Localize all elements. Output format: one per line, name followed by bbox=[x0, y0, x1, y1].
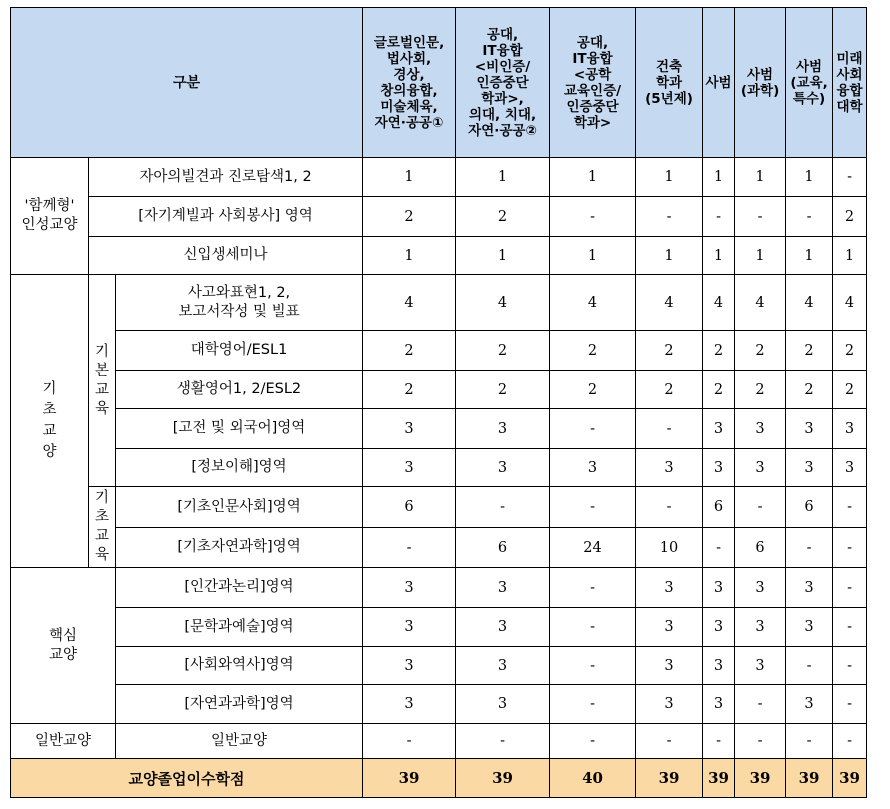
value-cell: 1 bbox=[703, 158, 735, 197]
row-label bbox=[116, 275, 363, 331]
value-cell: - bbox=[833, 158, 867, 197]
value-cell: 6 bbox=[363, 487, 456, 528]
subgroup-foundation-education bbox=[89, 487, 116, 568]
value-cell: 2 bbox=[550, 331, 636, 371]
credit-table bbox=[10, 7, 867, 798]
value-cell: 3 bbox=[456, 685, 550, 724]
total-value: 39 bbox=[735, 759, 786, 798]
value-cell: - bbox=[786, 197, 833, 237]
value-cell: 2 bbox=[363, 197, 456, 237]
table-row bbox=[11, 528, 867, 568]
value-cell: 24 bbox=[550, 528, 636, 568]
value-cell: 3 bbox=[550, 449, 636, 487]
text-line: 법사회, bbox=[386, 50, 432, 67]
value-cell: 1 bbox=[636, 237, 703, 275]
value-cell: 3 bbox=[363, 647, 456, 685]
value-cell: - bbox=[550, 647, 636, 685]
value-cell: - bbox=[550, 409, 636, 449]
row-label bbox=[116, 449, 363, 487]
text-line: [기초인문사회]영역 bbox=[177, 498, 301, 515]
value-cell: - bbox=[550, 568, 636, 608]
value-cell: 2 bbox=[735, 331, 786, 371]
value-cell: 3 bbox=[786, 608, 833, 647]
value-cell: 4 bbox=[703, 275, 735, 331]
row-label bbox=[116, 608, 363, 647]
text-line: 공대, bbox=[486, 26, 519, 43]
header-col-4 bbox=[636, 8, 703, 158]
row-label bbox=[116, 568, 363, 608]
text-line: [고전 및 외국어]영역 bbox=[172, 420, 306, 436]
total-label: 교양졸업이수학점 bbox=[11, 759, 363, 798]
value-cell: 3 bbox=[363, 685, 456, 724]
value-cell: 3 bbox=[703, 449, 735, 487]
row-label bbox=[89, 158, 363, 197]
table-row bbox=[11, 724, 867, 759]
header-col-7 bbox=[786, 8, 833, 158]
value-cell: - bbox=[833, 608, 867, 647]
text-line: [자연과과학]영역 bbox=[184, 695, 294, 712]
value-cell: 1 bbox=[456, 158, 550, 197]
text-line: 사고와표현1, 2, bbox=[187, 284, 291, 301]
value-cell: 4 bbox=[786, 275, 833, 331]
table-row bbox=[11, 371, 867, 409]
text-line: [자기계빌과 사회봉사] 영역 bbox=[138, 208, 313, 224]
text-line: IT융합 bbox=[572, 50, 613, 67]
total-value: 39 bbox=[636, 759, 703, 798]
table-row bbox=[11, 685, 867, 724]
value-cell: 3 bbox=[363, 409, 456, 449]
table-row bbox=[11, 647, 867, 685]
value-cell: 3 bbox=[833, 409, 867, 449]
header-col-1 bbox=[363, 8, 456, 158]
header-col-4-lines bbox=[636, 59, 702, 107]
row-label bbox=[116, 409, 363, 449]
total-value: 39 bbox=[786, 759, 833, 798]
value-cell: 1 bbox=[550, 237, 636, 275]
value-cell: - bbox=[456, 487, 550, 528]
table-row bbox=[11, 409, 867, 449]
value-cell: 1 bbox=[786, 158, 833, 197]
group-humanity bbox=[11, 158, 89, 275]
text-line: 자연·공공① bbox=[374, 114, 444, 131]
text-line: 생활영어1, 2/ESL2 bbox=[176, 381, 302, 397]
text-line: 사회 bbox=[836, 66, 863, 83]
value-cell: 3 bbox=[735, 568, 786, 608]
value-cell: 2 bbox=[703, 331, 735, 371]
text-line: 사범 bbox=[746, 66, 774, 83]
value-cell: 3 bbox=[636, 449, 703, 487]
text-line: IT융합 bbox=[482, 42, 523, 59]
text-line: 미술체육, bbox=[380, 98, 438, 115]
text-line: 학과> bbox=[573, 114, 612, 131]
value-cell: 1 bbox=[735, 158, 786, 197]
text-line: 인성교양 bbox=[21, 217, 78, 233]
value-cell: 3 bbox=[363, 608, 456, 647]
value-cell: 10 bbox=[636, 528, 703, 568]
text-line: 경상, bbox=[393, 66, 425, 83]
header-col-6 bbox=[735, 8, 786, 158]
value-cell: - bbox=[735, 197, 786, 237]
total-value: 39 bbox=[363, 759, 456, 798]
text-line: 교육 bbox=[94, 528, 109, 563]
value-cell: 2 bbox=[363, 331, 456, 371]
value-cell: 3 bbox=[456, 608, 550, 647]
total-value: 39 bbox=[456, 759, 550, 798]
table-row bbox=[11, 487, 867, 528]
value-cell: 2 bbox=[786, 371, 833, 409]
value-cell: 4 bbox=[833, 275, 867, 331]
header-col-1-lines bbox=[363, 35, 455, 131]
value-cell: 2 bbox=[833, 331, 867, 371]
value-cell: - bbox=[550, 685, 636, 724]
header-category: 구분 bbox=[11, 8, 363, 158]
value-cell: 3 bbox=[786, 568, 833, 608]
text-line: 교육 bbox=[94, 381, 109, 417]
value-cell: 3 bbox=[735, 647, 786, 685]
text-line: 양 bbox=[42, 444, 57, 460]
header-col-5-lines bbox=[703, 75, 734, 91]
text-line: <공학 bbox=[573, 66, 612, 83]
text-line: 인증중단 bbox=[476, 74, 529, 91]
total-value: 40 bbox=[550, 759, 636, 798]
value-cell: 2 bbox=[703, 371, 735, 409]
value-cell: 3 bbox=[636, 568, 703, 608]
value-cell: 2 bbox=[550, 371, 636, 409]
row-label bbox=[116, 685, 363, 724]
value-cell: - bbox=[735, 487, 786, 528]
value-cell: 3 bbox=[735, 608, 786, 647]
total-value: 39 bbox=[703, 759, 735, 798]
text-line: 초 bbox=[42, 402, 57, 418]
value-cell: 2 bbox=[363, 371, 456, 409]
value-cell: 3 bbox=[786, 449, 833, 487]
value-cell: - bbox=[363, 528, 456, 568]
group-core-liberal bbox=[11, 568, 116, 724]
text-line: <비인증/ bbox=[474, 58, 531, 75]
text-line: [기초자연과학]영역 bbox=[177, 539, 301, 555]
text-line: 교양 bbox=[48, 646, 77, 663]
value-cell: - bbox=[833, 568, 867, 608]
value-cell: - bbox=[833, 487, 867, 528]
value-cell: 2 bbox=[636, 331, 703, 371]
row-label bbox=[116, 528, 363, 568]
row-label bbox=[116, 487, 363, 528]
text-line: 교 bbox=[42, 423, 57, 439]
value-cell: 3 bbox=[636, 608, 703, 647]
row-label bbox=[116, 331, 363, 371]
value-cell: - bbox=[786, 724, 833, 759]
value-cell: - bbox=[636, 724, 703, 759]
text-line: 핵심 bbox=[48, 627, 77, 644]
text-line: 사범 bbox=[705, 74, 732, 91]
table-row bbox=[11, 237, 867, 275]
value-cell: 1 bbox=[786, 237, 833, 275]
value-cell: - bbox=[735, 724, 786, 759]
text-line: 공대, bbox=[576, 34, 609, 51]
value-cell: 3 bbox=[786, 685, 833, 724]
total-value: 39 bbox=[833, 759, 867, 798]
value-cell: 3 bbox=[786, 409, 833, 449]
value-cell: 1 bbox=[456, 237, 550, 275]
table-row bbox=[11, 158, 867, 197]
value-cell: 2 bbox=[735, 371, 786, 409]
value-cell: 3 bbox=[735, 449, 786, 487]
value-cell: 3 bbox=[703, 685, 735, 724]
value-cell: 3 bbox=[703, 568, 735, 608]
header-col-2 bbox=[456, 8, 550, 158]
header-col-8-lines bbox=[833, 51, 866, 115]
value-cell: - bbox=[833, 685, 867, 724]
value-cell: - bbox=[636, 409, 703, 449]
value-cell: 6 bbox=[786, 487, 833, 528]
text-line: [인간과논리]영역 bbox=[184, 579, 294, 595]
text-line: (과학) bbox=[740, 82, 780, 99]
value-cell: 4 bbox=[363, 275, 456, 331]
header-col-7-lines bbox=[786, 59, 832, 107]
value-cell: 1 bbox=[550, 158, 636, 197]
table-row bbox=[11, 449, 867, 487]
value-cell: 6 bbox=[703, 487, 735, 528]
text-line: 자아의빌견과 진로탐색1, 2 bbox=[139, 168, 312, 185]
value-cell: 2 bbox=[833, 371, 867, 409]
text-line: (5년제) bbox=[645, 90, 693, 107]
value-cell: - bbox=[703, 528, 735, 568]
value-cell: 2 bbox=[833, 197, 867, 237]
table-body bbox=[11, 158, 867, 798]
value-cell: 3 bbox=[703, 647, 735, 685]
value-cell: 1 bbox=[703, 237, 735, 275]
text-line: 대학영어/ESL1 bbox=[190, 342, 288, 358]
value-cell: 3 bbox=[833, 449, 867, 487]
row-label bbox=[116, 371, 363, 409]
value-cell: - bbox=[703, 724, 735, 759]
text-line: 자연·공공② bbox=[468, 122, 537, 139]
value-cell: - bbox=[550, 197, 636, 237]
value-cell: 3 bbox=[363, 568, 456, 608]
value-cell: 2 bbox=[636, 371, 703, 409]
value-cell: 1 bbox=[833, 237, 867, 275]
text-line: 기초 bbox=[94, 490, 109, 525]
value-cell: - bbox=[636, 487, 703, 528]
value-cell: - bbox=[833, 528, 867, 568]
value-cell: 3 bbox=[456, 409, 550, 449]
row-label bbox=[89, 237, 363, 275]
text-line: 신입생세미나 bbox=[183, 247, 268, 263]
table-row bbox=[11, 331, 867, 371]
text-line: [문학과예술]영역 bbox=[184, 618, 294, 635]
table-row bbox=[11, 608, 867, 647]
row-label bbox=[116, 724, 363, 759]
value-cell: - bbox=[786, 647, 833, 685]
value-cell: - bbox=[636, 197, 703, 237]
text-line: 교육인증/ bbox=[563, 82, 622, 99]
header-col-5 bbox=[703, 8, 735, 158]
header-col-3 bbox=[550, 8, 636, 158]
text-line: 특수) bbox=[792, 90, 826, 107]
value-cell: - bbox=[833, 647, 867, 685]
value-cell: 3 bbox=[735, 409, 786, 449]
text-line: 일반교양 bbox=[211, 732, 268, 749]
value-cell: 2 bbox=[456, 197, 550, 237]
value-cell: 4 bbox=[735, 275, 786, 331]
group-basic-liberal bbox=[11, 275, 89, 568]
value-cell: 4 bbox=[550, 275, 636, 331]
value-cell: 3 bbox=[363, 449, 456, 487]
value-cell: - bbox=[550, 724, 636, 759]
header-col-2-lines bbox=[456, 27, 549, 139]
value-cell: 6 bbox=[456, 528, 550, 568]
text-line: 인증중단 bbox=[566, 98, 619, 115]
value-cell: 3 bbox=[456, 647, 550, 685]
value-cell: - bbox=[735, 685, 786, 724]
value-cell: 2 bbox=[786, 331, 833, 371]
value-cell: 3 bbox=[703, 409, 735, 449]
value-cell: 3 bbox=[636, 647, 703, 685]
subgroup-basic-education bbox=[89, 275, 116, 487]
value-cell: - bbox=[550, 608, 636, 647]
text-line: [정보이해]영역 bbox=[191, 459, 287, 475]
table-row bbox=[11, 275, 867, 331]
text-line: 기본 bbox=[94, 343, 109, 379]
text-line: 융합 bbox=[836, 82, 863, 99]
row-label bbox=[89, 197, 363, 237]
text-line: 미래 bbox=[836, 50, 863, 67]
text-line: 글로벌인문, bbox=[373, 34, 445, 51]
text-line: 기 bbox=[42, 381, 57, 397]
text-line: 창의융합, bbox=[380, 82, 438, 99]
value-cell: - bbox=[456, 724, 550, 759]
text-line: 보고서작성 및 빌표 bbox=[178, 303, 300, 320]
value-cell: 3 bbox=[456, 568, 550, 608]
header-col-3-lines bbox=[550, 35, 635, 131]
text-line: (교육, bbox=[790, 74, 828, 91]
header-col-6-lines bbox=[735, 67, 785, 99]
value-cell: - bbox=[833, 724, 867, 759]
text-line: 사범 bbox=[795, 58, 823, 75]
text-line: '함께형' bbox=[24, 198, 75, 214]
value-cell: 6 bbox=[735, 528, 786, 568]
value-cell: 1 bbox=[636, 158, 703, 197]
row-label bbox=[116, 647, 363, 685]
value-cell: 1 bbox=[363, 237, 456, 275]
value-cell: 4 bbox=[456, 275, 550, 331]
value-cell: - bbox=[550, 487, 636, 528]
value-cell: 4 bbox=[636, 275, 703, 331]
table-row bbox=[11, 197, 867, 237]
text-line: 건축 bbox=[655, 58, 683, 75]
value-cell: - bbox=[786, 528, 833, 568]
value-cell: - bbox=[363, 724, 456, 759]
table-row bbox=[11, 568, 867, 608]
text-line: 학과 bbox=[655, 74, 683, 91]
text-line: [사회와역사]영역 bbox=[184, 657, 294, 673]
text-line: 의대, 치대, bbox=[468, 106, 537, 123]
value-cell: - bbox=[703, 197, 735, 237]
value-cell: 1 bbox=[363, 158, 456, 197]
value-cell: 2 bbox=[456, 371, 550, 409]
value-cell: 3 bbox=[703, 608, 735, 647]
header-col-8 bbox=[833, 8, 867, 158]
text-line: 학과>, bbox=[481, 90, 524, 107]
value-cell: 3 bbox=[636, 685, 703, 724]
value-cell: 2 bbox=[456, 331, 550, 371]
value-cell: 1 bbox=[735, 237, 786, 275]
value-cell: 3 bbox=[456, 449, 550, 487]
text-line: 대학 bbox=[836, 98, 863, 115]
group-general-liberal: 일반교양 bbox=[11, 724, 116, 759]
total-row bbox=[11, 759, 867, 798]
